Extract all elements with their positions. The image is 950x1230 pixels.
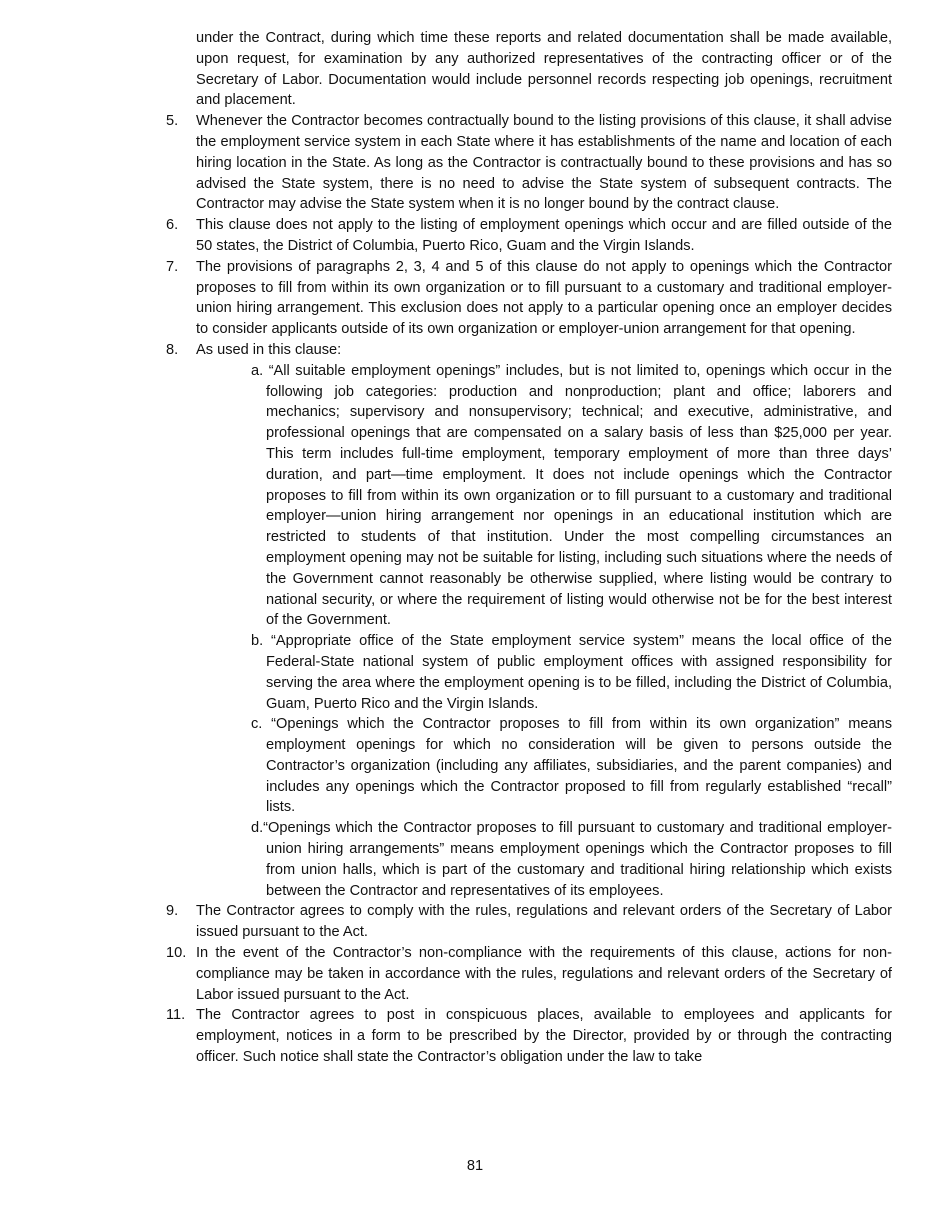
list-item-number: 10.	[166, 945, 187, 962]
list-item-number: 9.	[166, 903, 179, 920]
list-item-text: This clause does not apply to the listing of employment openings which occur and are filled outside of the 50 states, the District of Columbia, Puerto Rico, Guam and the Virgin Islands.	[196, 217, 892, 254]
list-item-number: 7.	[166, 258, 179, 275]
list-item-6	[166, 215, 892, 257]
list-item-number: 6.	[166, 217, 179, 234]
list-item-5	[166, 111, 892, 215]
list-item-text: The provisions of paragraphs 2, 3, 4 and 5 of this clause do not apply to openings which the Contractor proposes to fill from within its own organization or to fill pursuant to a customary and traditional employer-union hiring arrangement. This exclusion does not apply to a particular opening once an employer decides to consider applicants outside of its own organization or employer-union arrangement for that opening.	[196, 258, 892, 338]
continuation-paragraph: under the Contract, during which time these reports and related documentation shall be made available, upon request, for examination by any authorized representatives of the contracting officer or of the Secretary of Labor. Documentation would include personnel records respecting job openings, recruitment and placement.	[196, 30, 892, 109]
list-item-9	[166, 901, 892, 943]
page-number: 81	[466, 1158, 484, 1174]
list-item-text: The Contractor agrees to post in conspicuous places, available to employees and applicants for employment, notices in a form to be prescribed by the Director, provided by or through the contracting officer. Such notice shall state the Contractor’s obligation under the law to take	[196, 1007, 892, 1066]
list-item-number: 5.	[166, 113, 179, 130]
list-item-10	[166, 943, 892, 1005]
sub-item-c	[251, 714, 892, 818]
sub-item-text: a. “All suitable employment openings” includes, but is not limited to, openings which occur in the following job categories: production and nonproduction; plant and office; laborers and mechanics; supervisory and nonsupervisory; technical; and executive, administrative, and professional openings that are compensated on a salary basis of less than $25,000 per year. This term includes full-time employment, temporary employment of more than three days’ duration, and part—time employment. It does not include openings which the Contractor proposes to fill from within its own organization or to fill pursuant to a customary and traditional employer—union hiring arrangement nor openings in an educational institution which are restricted to students of that institution. Under the most compelling circumstances an employment opening may not be suitable for listing, including such situations where the needs of the Government cannot reasonably be otherwise supplied, where listing would be contrary to national security, or where the requirement of listing would otherwise not be for the best interest of the Government.	[251, 362, 892, 629]
list-item-number: 11.	[166, 1007, 186, 1024]
list-item-text: As used in this clause:	[196, 341, 342, 358]
sub-item-a	[251, 361, 892, 631]
sub-item-text: b. “Appropriate office of the State employment service system” means the local office of the Federal-State national system of public employment offices with assigned responsibility for serving the area where the employment opening is to be filled, including the District of Columbia, Guam, Puerto Rico and the Virgin Islands.	[251, 633, 892, 712]
list-item-number: 8.	[166, 341, 179, 358]
list-item-text: In the event of the Contractor’s non-compliance with the requirements of this clause, actions for non-compliance may be taken in accordance with the rules, regulations and relevant orders of the Secretary of Labor issued pursuant to the Act.	[196, 945, 892, 1003]
list-item-7	[166, 257, 892, 340]
sub-item-text: d.“Openings which the Contractor proposes to fill pursuant to customary and traditional employer-union hiring arrangements” means employment openings which the Contractor proposes to fill from union halls, which is part of the customary and traditional hiring relationship which exists between the Contractor and representatives of its employees.	[251, 820, 892, 899]
sub-item-d	[251, 818, 892, 901]
list-item-text: The Contractor agrees to comply with the rules, regulations and relevant orders of the Secretary of Labor issued pursuant to the Act.	[196, 903, 892, 941]
list-item-8	[166, 340, 892, 361]
sub-item-text: c. “Openings which the Contractor proposes to fill from within its own organization” means employment openings for which no consideration will be given to persons outside the Contractor’s organization (including any affiliates, subsidiaries, and the parent companies) and includes any openings which the Contractor proposed to fill from regularly established “recall” lists.	[251, 716, 892, 816]
list-item-text: Whenever the Contractor becomes contractually bound to the listing provisions of this clause, it shall advise the employment service system in each State where it has establishments of the name and location of each hiring location in the State. As long as the Contractor is contractually bound to these provisions and has so advised the State system, there is no need to advise the State system of subsequent contracts. The Contractor may advise the State system when it is no longer bound by the contract clause.	[196, 113, 892, 213]
list-item-11	[166, 1005, 892, 1067]
document-body	[166, 28, 892, 1068]
sub-item-b	[251, 631, 892, 714]
